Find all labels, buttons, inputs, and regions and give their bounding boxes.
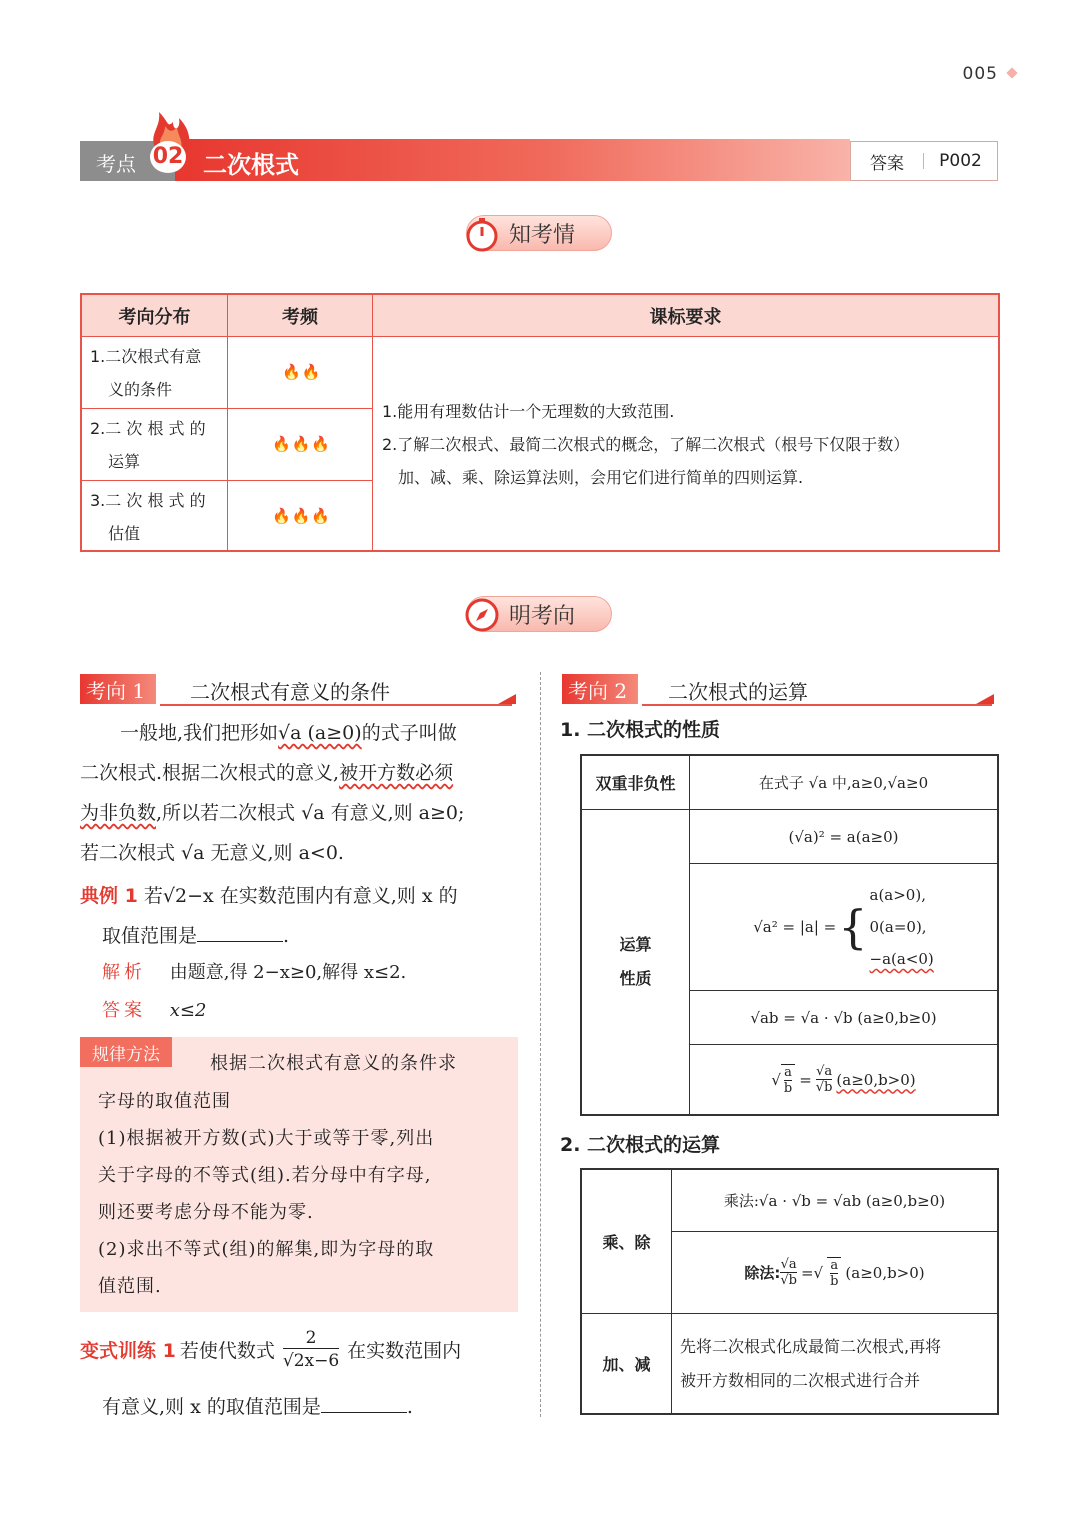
formula-abs-value: √a² = |a| = { a(a>0), 0(a=0), −a(a<0)	[753, 886, 934, 968]
answer-label: 答案	[870, 153, 904, 174]
rule-line: 字母的取值范围	[98, 1091, 231, 1112]
division-rule: 除法: $\frac{√a}{√b}$ =√ a b (a≥0,b>0)	[744, 1257, 925, 1289]
overview-row-topic: 3.二 次 根 式 的 估值	[90, 491, 206, 543]
overview-row-topic: 1.二次根式有意 义的条件	[90, 347, 202, 399]
zhi-kaoqing-text: 知考情	[509, 222, 576, 248]
add-sub-rule: 先将二次根式化成最简二次根式,再将 被开方数相同的二次根式进行合并	[680, 1336, 942, 1390]
nonneg-label: 双重非负性	[595, 774, 676, 793]
kaoxiang1-underline	[160, 704, 512, 706]
underline-arrow-icon	[976, 694, 994, 706]
rule-line: 根据二次根式有意义的条件求	[210, 1053, 457, 1074]
ming-kaoxiang-heading	[466, 596, 612, 632]
underline-arrow-icon	[498, 694, 516, 706]
rule-line: (1)根据被开方数(式)大于或等于零,列出	[98, 1128, 435, 1149]
stopwatch-icon	[464, 217, 500, 253]
freq-flames-3: 🔥🔥🔥	[272, 507, 332, 525]
kaoxiang1-title: 二次根式有意义的条件	[190, 680, 390, 704]
answer-page-ref: P002	[939, 151, 982, 171]
kaoxiang2-underline	[642, 704, 992, 706]
rule-method-tag: 规律方法	[80, 1037, 172, 1067]
fraction: 2 √2x−6	[282, 1328, 340, 1371]
freq-flames-1: 🔥🔥	[282, 363, 322, 381]
zhi-kaoqing-heading	[466, 215, 612, 251]
answer-reference[interactable]	[850, 141, 998, 181]
kaoxiang2-tag: 考向 2	[562, 674, 638, 704]
nonneg-value: 在式子 √a 中,a≥0,√a≥0	[758, 774, 929, 792]
kaodian-label: 考点	[96, 152, 136, 176]
add-sub-label: 加、减	[602, 1355, 651, 1374]
analysis: 解析 由题意,得 2−x≥0,解得 x≤2.	[102, 962, 407, 983]
variant-training-1: 变式训练 1 若使代数式 2 √2x−6 在实数范围内	[80, 1328, 462, 1371]
operations-table	[580, 1168, 999, 1415]
answer-blank[interactable]	[321, 1394, 407, 1413]
page-number: 005	[962, 64, 998, 84]
freq-flames-2: 🔥🔥🔥	[272, 435, 332, 453]
subheading-operations: 2. 二次根式的运算	[560, 1134, 721, 1156]
kaodian-number: 02	[150, 141, 186, 173]
ming-kaoxiang-text: 明考向	[509, 603, 576, 629]
requirement-text: 1.能用有理数估计一个无理数的大致范围. 2.了解二次根式、最简二次根式的概念，了解二次根式（根号下仅限于数） 加、减、乘、除运算法则，会用它们进行简单的四则运算.	[382, 402, 910, 487]
formula-quotient: √ $\frac{a}{b}$ = $\frac{√a}{√b}$ (a≥0,b>0)	[771, 1064, 916, 1096]
rule-line: 值范围.	[98, 1276, 162, 1297]
multiplication-rule: 乘法:√a · √b = √ab (a≥0,b≥0)	[723, 1192, 946, 1210]
page-number-diamond	[1006, 67, 1017, 78]
kaoxiang1-tag: 考向 1	[80, 674, 156, 704]
answer-blank[interactable]	[197, 923, 283, 942]
operation-property-label: 运算 性质	[619, 935, 652, 988]
overview-header-topic: 考向分布	[82, 295, 227, 336]
subheading-properties: 1. 二次根式的性质	[560, 719, 721, 741]
kaoxiang1-definition: 一般地,我们把形如√a (a≥0)的式子叫做 二次根式.根据二次根式的意义,被开方数必须 为非负数,所以若二次根式 √a 有意义,则 a≥0; 若二次根式 √a 无意义,则 a<0.	[80, 722, 465, 864]
rule-line: (2)求出不等式(组)的解集,即为字母的取	[98, 1239, 435, 1260]
example-label: 典例 1	[80, 885, 138, 907]
overview-header-freq: 考频	[228, 295, 372, 336]
overview-table	[80, 293, 1000, 552]
formula-square-root-squared: (√a)² = a(a≥0)	[788, 827, 899, 846]
mul-div-label: 乘、除	[602, 1233, 651, 1252]
rule-line: 则还要考虑分母不能为零.	[98, 1202, 314, 1223]
properties-table	[580, 754, 999, 1116]
answer: 答案 x≤2	[102, 1000, 207, 1021]
compass-icon	[464, 597, 500, 633]
variant-training-line2: 有意义,则 x 的取值范围是 .	[102, 1396, 413, 1418]
overview-header-requirement: 课标要求	[373, 295, 998, 336]
kaoxiang2-title: 二次根式的运算	[668, 680, 808, 704]
overview-row-topic: 2.二 次 根 式 的 运算	[90, 419, 206, 471]
variant-label: 变式训练 1	[80, 1340, 176, 1362]
example-1: 典例 1 若√2−x 在实数范围内有意义,则 x 的 取值范围是 .	[80, 885, 458, 947]
formula-product: √ab = √a · √b (a≥0,b≥0)	[750, 1008, 937, 1027]
section-title: 二次根式	[203, 151, 299, 179]
column-divider	[540, 672, 541, 1417]
rule-line: 关于字母的不等式(组).若分母中有字母,	[98, 1165, 432, 1186]
